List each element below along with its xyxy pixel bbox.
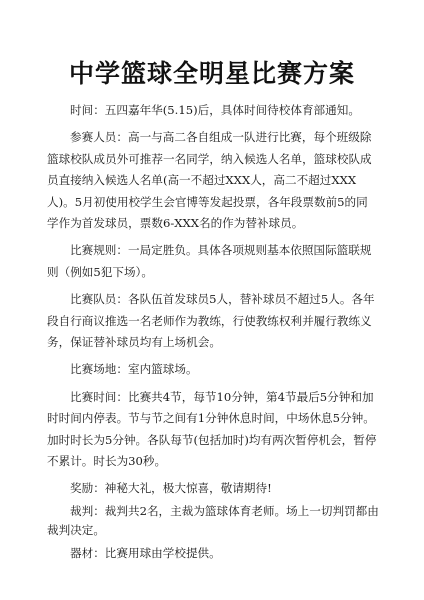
- paragraph-players: 比赛队员：各队伍首发球员5人，替补球员不超过5人。各年段自行商议推选一名老师作为教练，行使教练权利并履行教练义务，保证替补球员均有上场机会。: [47, 292, 375, 350]
- paragraph-time: 时间：五四嘉年华(5.15)后，具体时间待校体育部通知。: [70, 103, 360, 117]
- paragraph-equipment: 器材：比赛用球由学校提供。: [70, 545, 221, 560]
- document-title: 中学篮球全明星比赛方案: [68, 59, 355, 88]
- paragraph-referees: 裁判：裁判共2名，主裁为篮球体育老师。场上一切判罚都由裁判决定。: [47, 503, 379, 537]
- paragraph-rules: 比赛规则：一局定胜负。具体各项规则基本依照国际篮联规则（例如5犯下场）。: [47, 243, 372, 279]
- paragraph-schedule: 比赛时间：比赛共4节，每节10分钟，第4节最后5分钟和加时时间内停表。节与节之间有1分钟休息时间，中场休息5分钟。加时时长为5分钟。各队每节(包括加时)均有两次暂停机会，暂停不累计。时长为30秒。: [47, 389, 377, 469]
- document-body: [47, 100, 379, 563]
- paragraph-venue: 比赛场地：室内篮球场。: [70, 362, 198, 377]
- paragraph-rewards: 奖励：神秘大礼，极大惊喜，敬请期待!: [70, 480, 272, 495]
- paragraph-participants: 参赛人员：高一与高二各自组成一队进行比赛，每个班级除篮球校队成员外可推荐一名同学，纳入候选人名单，篮球校队成员直接纳入候选人名单(高一不超过XXX人，高二不超过XXX人)。5月初使用校学生会官博等发起投票，各年段票数前5的同学作为首发球员，票数6-XXX名的作为替补球员。: [47, 130, 372, 231]
